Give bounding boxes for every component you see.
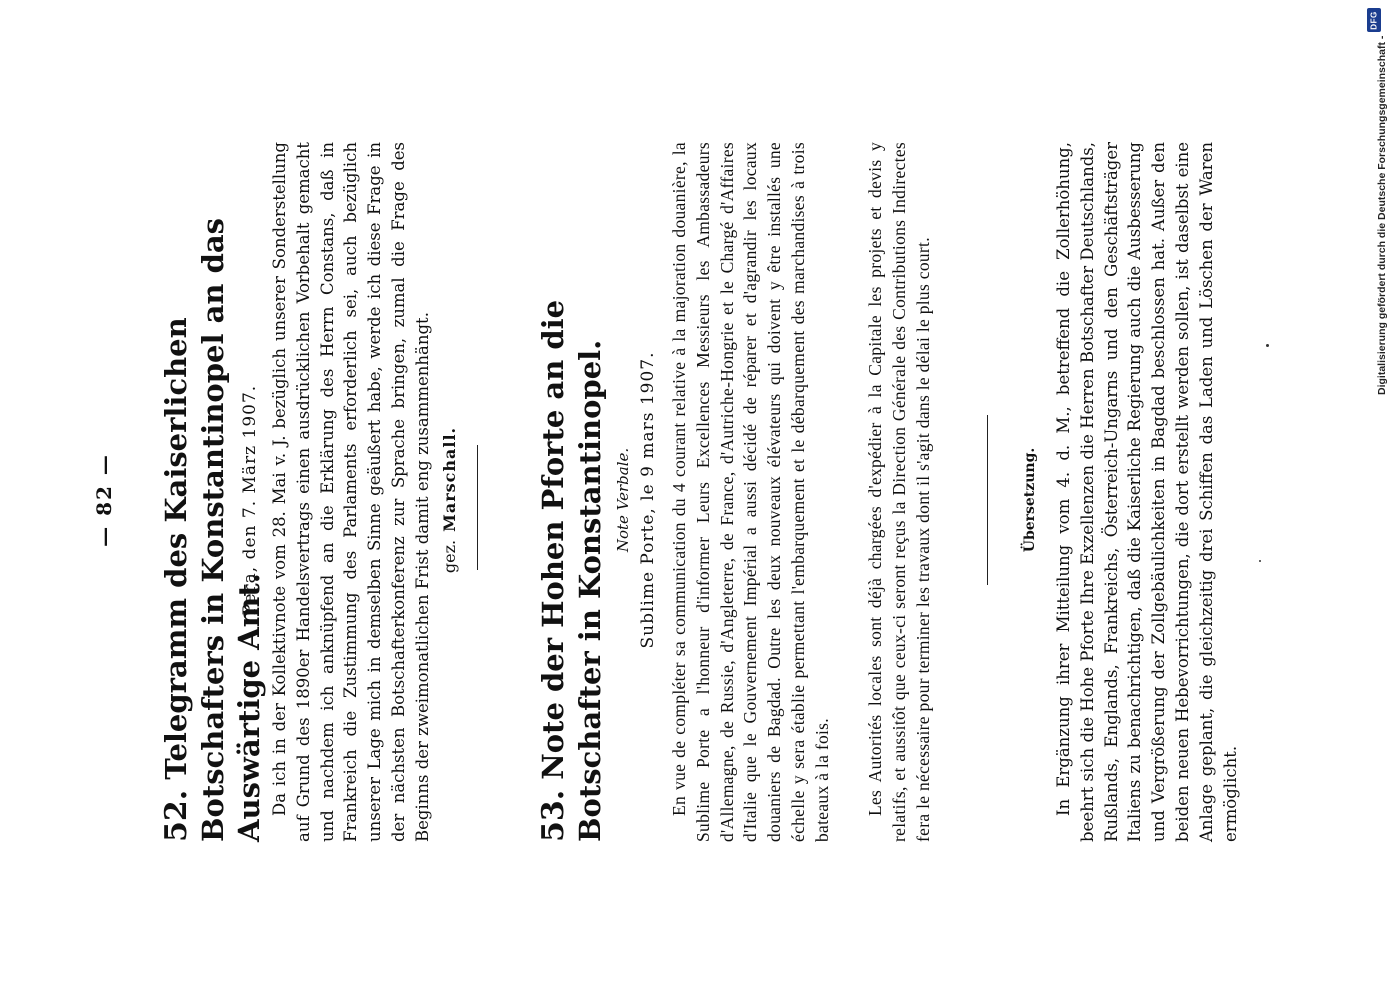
signature-prefix: gez. [440,539,459,574]
scan-speck [1266,344,1269,347]
section-52-dateline: Pera, den 7. März 1907. [240,384,260,616]
section-53-paragraph-2: Les Autorités locales sont déjà chargées d'expédier à la Capitale les projets et devis y relatifs, et aussitôt que ceux-ci seront reçus la Direction Générale des Contributions Indirectes fera le nécessaire pour terminer les travaux dont il s'agit dans le délai le plus court. [865,142,933,842]
section-53-dateline: Sublime Porte, le 9 mars 1907. [638,351,658,649]
section-53-number: 53. [536,789,571,842]
dfg-logo-text: DFG [1369,10,1379,30]
page-number: — 82 — [92,453,116,547]
translation-heading: Übersetzung. [1022,447,1038,553]
section-52-signature [440,0,459,1000]
divider [477,445,478,570]
digitization-credit: Digitalisierung gefördert durch die Deutsche Forschungsgemeinschaft - [1376,35,1388,395]
section-52-body: Da ich in der Kollektivnote vom 28. Mai v. J. bezüglich unserer Sonderstellung auf Grund des 1890er Handelsvertrags einen ausdrücklichen Vorbehalt gemacht und nachdem ich anknüpfend an die Erklärung des Herrn Constans, daß in Frankreich die Zustimmung des Parlaments erforderlich sei, auch bezüglich unserer Lage mich in demselben Sinne geäußert habe, werde ich diese Frage in der nächsten Botschafterkonferenz zur Sprache bringen, zumal die Frage des Beginns der zweimonatlichen Frist damit eng zusammenhängt. [270,142,432,842]
translation-body: In Ergänzung ihrer Mitteilung vom 4. d. M., betreffend die Zollerhöhung, beehrt sich die Hohe Pforte Ihre Exzellenzen die Herren Botschafter Deutschlands, Rußlands, Englands, Frankreichs, Österreich-Ungarns und den Geschäftsträger Italiens zu benachrichtigen, daß die Kaiserliche Regierung auch die Ausbesserung und Vergrößerung der Zollgebäulichkeiten in Bagdad beschlossen hat. Außer den beiden neuen Hebevorrichtungen, die dort erstellt werden sollen, ist daselbst eine Anlage geplant, die gleichzeitig drei Schiffen das Laden und Löschen der Waren ermöglicht. [1054,142,1240,842]
section-52-number: 52. [159,789,194,842]
scan-speck [1259,560,1261,562]
section-53-title: Note der Hohen Pforte an die Botschafter in Konstantinopel. [536,299,607,842]
section-52-title: Telegramm des Kaiserlichen Botschafters in Konstantinopel an das Auswärtige Amt. [159,218,266,842]
section-53-paragraph-1: En vue de compléter sa communication du 4 courant relative à la majoration douanière, la Sublime Porte a l'honneur d'informer Leurs Excellences Messieurs les Ambassadeurs d'Allemagne, de Russie, d'Angleterre, de France, d'Autriche-Hongrie et le Chargé d'Affaires d'Italie que le Gouvernement Impérial a aussi décidé de réparer et d'agrandir les locaux douaniers de Bagdad. Outre les deux nouveaux élévateurs qui doivent y être installés une échelle y sera établie permettant l'embarquement et le débarquement des marchandises à trois bateaux à la fois. [669,142,832,842]
dfg-logo [1367,8,1381,32]
divider [987,415,988,585]
note-verbale-label: Note Verbale. [614,447,632,553]
signature-name: Marschall. [440,426,459,532]
section-53-heading [535,122,608,842]
